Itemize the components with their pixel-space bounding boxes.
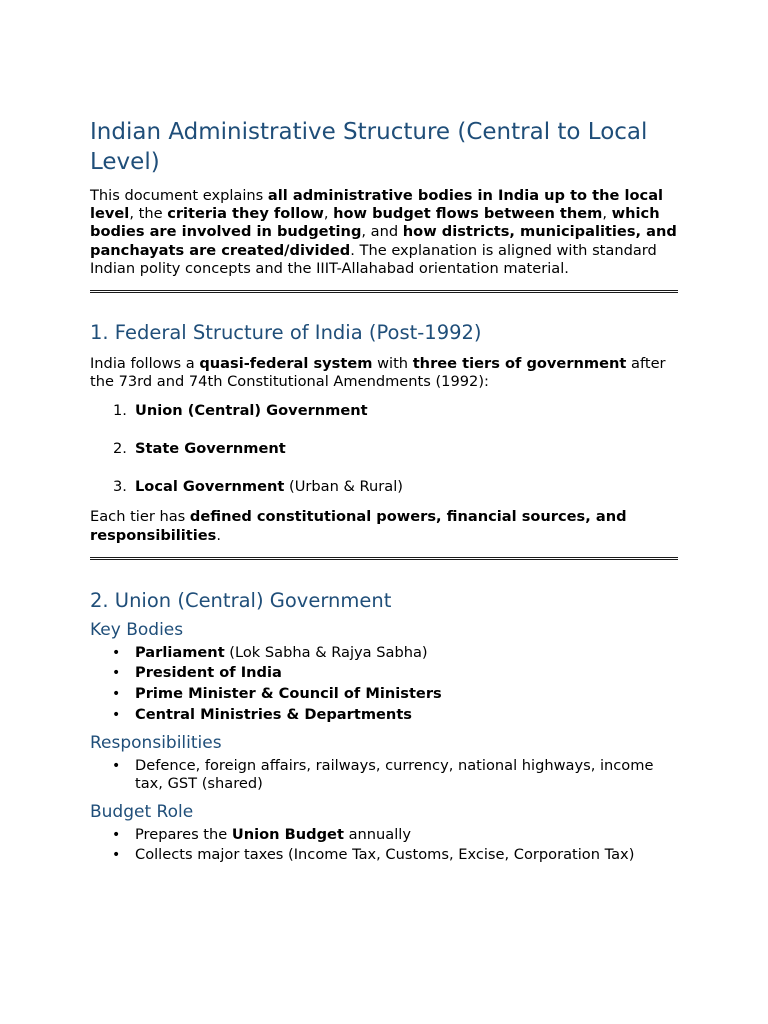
list-item-text (135, 846, 678, 864)
list-item-text (135, 478, 403, 496)
lead-bold: quasi-federal system (199, 355, 373, 373)
closing-text: Each tier has (90, 508, 190, 526)
responsibilities-list (90, 757, 678, 793)
list-item-text (135, 440, 286, 458)
list-number (90, 478, 135, 496)
intro-bold: all administrative bodies in India up to the local level (90, 187, 664, 223)
bullet-icon: • (112, 665, 121, 682)
list-item (90, 478, 678, 496)
list-item (90, 706, 678, 724)
section-divider (90, 557, 678, 560)
list-item-rest: (Lok Sabha & Rajya Sabha) (224, 643, 428, 661)
intro-text: , (602, 205, 612, 223)
list-number-text: 3. (113, 478, 127, 496)
list-item (90, 685, 678, 703)
list-number-text: 2. (113, 440, 127, 458)
list-item-bold: Prime Minister & Council of Ministers (135, 685, 442, 703)
list-item-text: Defence, foreign affairs, railways, currency, national highways, income tax, GST (shared) (135, 756, 654, 792)
intro-bold: how budget flows between them (333, 205, 603, 223)
intro-bold: criteria they follow (167, 205, 324, 223)
list-item (90, 402, 678, 420)
section-1-lead (90, 355, 678, 391)
intro-text: This document explains (90, 187, 268, 204)
lead-text: after the 73rd and 74th Constitutional Amendments (1992): (90, 355, 666, 391)
list-number (90, 402, 135, 420)
intro-text: . The explanation is aligned with standard Indian polity concepts and the IIIT-Allahabad orientation material. (90, 241, 657, 277)
list-item-bold: President of India (135, 664, 282, 682)
list-item-text (135, 644, 678, 662)
list-item-bold: Central Ministries & Departments (135, 705, 412, 723)
section-1-heading: 1. Federal Structure of India (Post-1992) (90, 321, 482, 345)
budget-role-heading: Budget Role (90, 801, 194, 822)
list-item-bold: Union (Central) Government (135, 402, 368, 420)
lead-text: with (372, 355, 413, 373)
list-item (90, 826, 678, 844)
list-item (90, 664, 678, 682)
intro-text: , (323, 205, 334, 223)
list-item-rest: annually (343, 825, 411, 843)
responsibilities-heading: Responsibilities (90, 732, 222, 753)
list-number (90, 440, 135, 458)
bullet-icon: • (112, 757, 121, 774)
list-item (90, 757, 678, 793)
list-item-bold: Local Government (135, 478, 285, 496)
key-bodies-list (90, 644, 678, 724)
section-1-closing (90, 508, 678, 544)
bullet-icon: • (112, 847, 121, 864)
intro-text: , the (129, 205, 168, 223)
tiers-list (90, 402, 678, 496)
list-item-text (135, 402, 368, 420)
list-item-bold: State Government (135, 440, 286, 458)
key-bodies-heading: Key Bodies (90, 619, 184, 640)
closing-bold: defined constitutional powers, financial sources, and responsibilities (90, 508, 627, 544)
section-divider (90, 290, 678, 293)
list-item-rest: Collects major taxes (Income Tax, Customs, Excise, Corporation Tax) (135, 846, 635, 864)
intro-bold: how districts, municipalities, and panchayats are created/divided (90, 223, 677, 259)
document-title: Indian Administrative Structure (Central to Local Level) (90, 119, 648, 175)
lead-bold: three tiers of government (412, 355, 627, 373)
list-item-text (135, 664, 678, 682)
list-item-bold: Parliament (135, 643, 225, 661)
intro-bold: which bodies are involved in budgeting (90, 205, 660, 241)
list-item-rest: (Urban & Rural) (284, 478, 403, 496)
list-item (90, 440, 678, 458)
bullet-icon: • (112, 826, 121, 843)
list-item-bold: Union Budget (231, 825, 344, 843)
bullet-icon: • (112, 706, 121, 723)
bullet-icon: • (112, 686, 121, 703)
list-item (90, 846, 678, 864)
section-2-heading: 2. Union (Central) Government (90, 588, 392, 612)
list-item-text (135, 706, 678, 724)
list-item-text (135, 826, 678, 844)
budget-role-list (90, 826, 678, 865)
list-item-text (135, 685, 678, 703)
closing-text: . (216, 526, 221, 544)
intro-paragraph (90, 187, 678, 278)
list-item (90, 644, 678, 662)
bullet-icon: • (112, 644, 121, 661)
intro-text: , and (361, 223, 403, 241)
lead-text: India follows a (90, 355, 200, 373)
list-item-rest: Prepares the (135, 825, 232, 843)
list-number-text: 1. (113, 402, 127, 420)
